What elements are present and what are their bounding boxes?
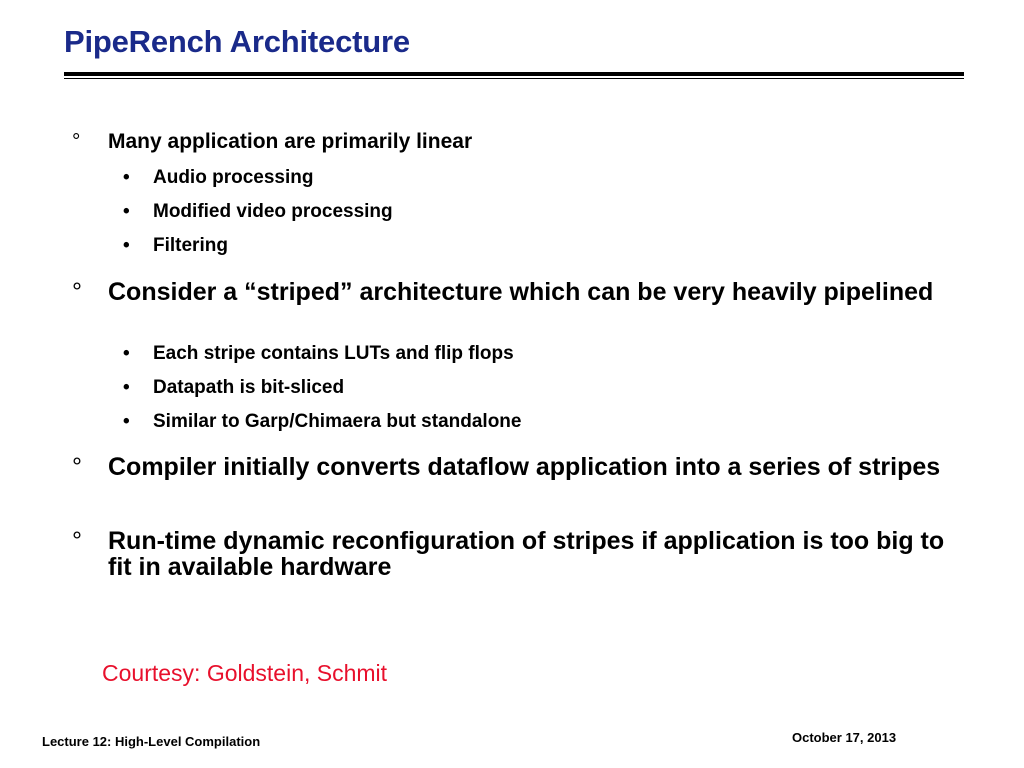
sub-point-text: Each stripe contains LUTs and flip flops <box>153 343 514 364</box>
main-point-3 <box>72 453 958 481</box>
degree-bullet-icon: ° <box>72 527 82 555</box>
main-point-1 <box>72 129 958 155</box>
main-point-text: Run-time dynamic reconfiguration of stripes if application is too big to fit in available hardware <box>108 527 945 581</box>
main-point-4 <box>72 527 958 581</box>
main-point-2 <box>72 278 958 306</box>
title-divider <box>64 72 964 76</box>
sub-point-text: Audio processing <box>153 167 314 188</box>
sub-point-text: Datapath is bit-sliced <box>153 377 345 398</box>
sub-point <box>123 234 913 258</box>
sub-point-text: Filtering <box>153 235 228 256</box>
main-point-text: Consider a “striped” architecture which can be very heavily pipelined <box>108 278 934 306</box>
bullet-icon: • <box>123 167 130 188</box>
sub-point <box>123 200 913 224</box>
slide-title: PipeRench Architecture <box>64 24 410 59</box>
degree-bullet-icon: ° <box>72 278 82 306</box>
bullet-icon: • <box>123 201 130 222</box>
sub-point-text: Similar to Garp/Chimaera but standalone <box>153 411 522 432</box>
bullet-icon: • <box>123 235 130 256</box>
degree-bullet-icon: ° <box>72 130 81 153</box>
sub-point <box>123 342 913 366</box>
bullet-icon: • <box>123 377 130 398</box>
degree-bullet-icon: ° <box>72 453 82 481</box>
sub-point-text: Modified video processing <box>153 201 393 222</box>
bullet-icon: • <box>123 411 130 432</box>
footer-lecture-title: Lecture 12: High-Level Compilation <box>42 734 261 749</box>
main-point-text: Compiler initially converts dataflow application into a series of stripes <box>108 453 941 481</box>
courtesy-note: Courtesy: Goldstein, Schmit <box>102 660 388 686</box>
sub-point <box>123 166 913 190</box>
title-divider-thin <box>64 78 964 79</box>
main-point-text: Many application are primarily linear <box>108 130 473 153</box>
footer-date: October 17, 2013 <box>792 730 897 745</box>
sub-point <box>123 410 913 434</box>
sub-point <box>123 376 913 400</box>
bullet-icon: • <box>123 343 130 364</box>
